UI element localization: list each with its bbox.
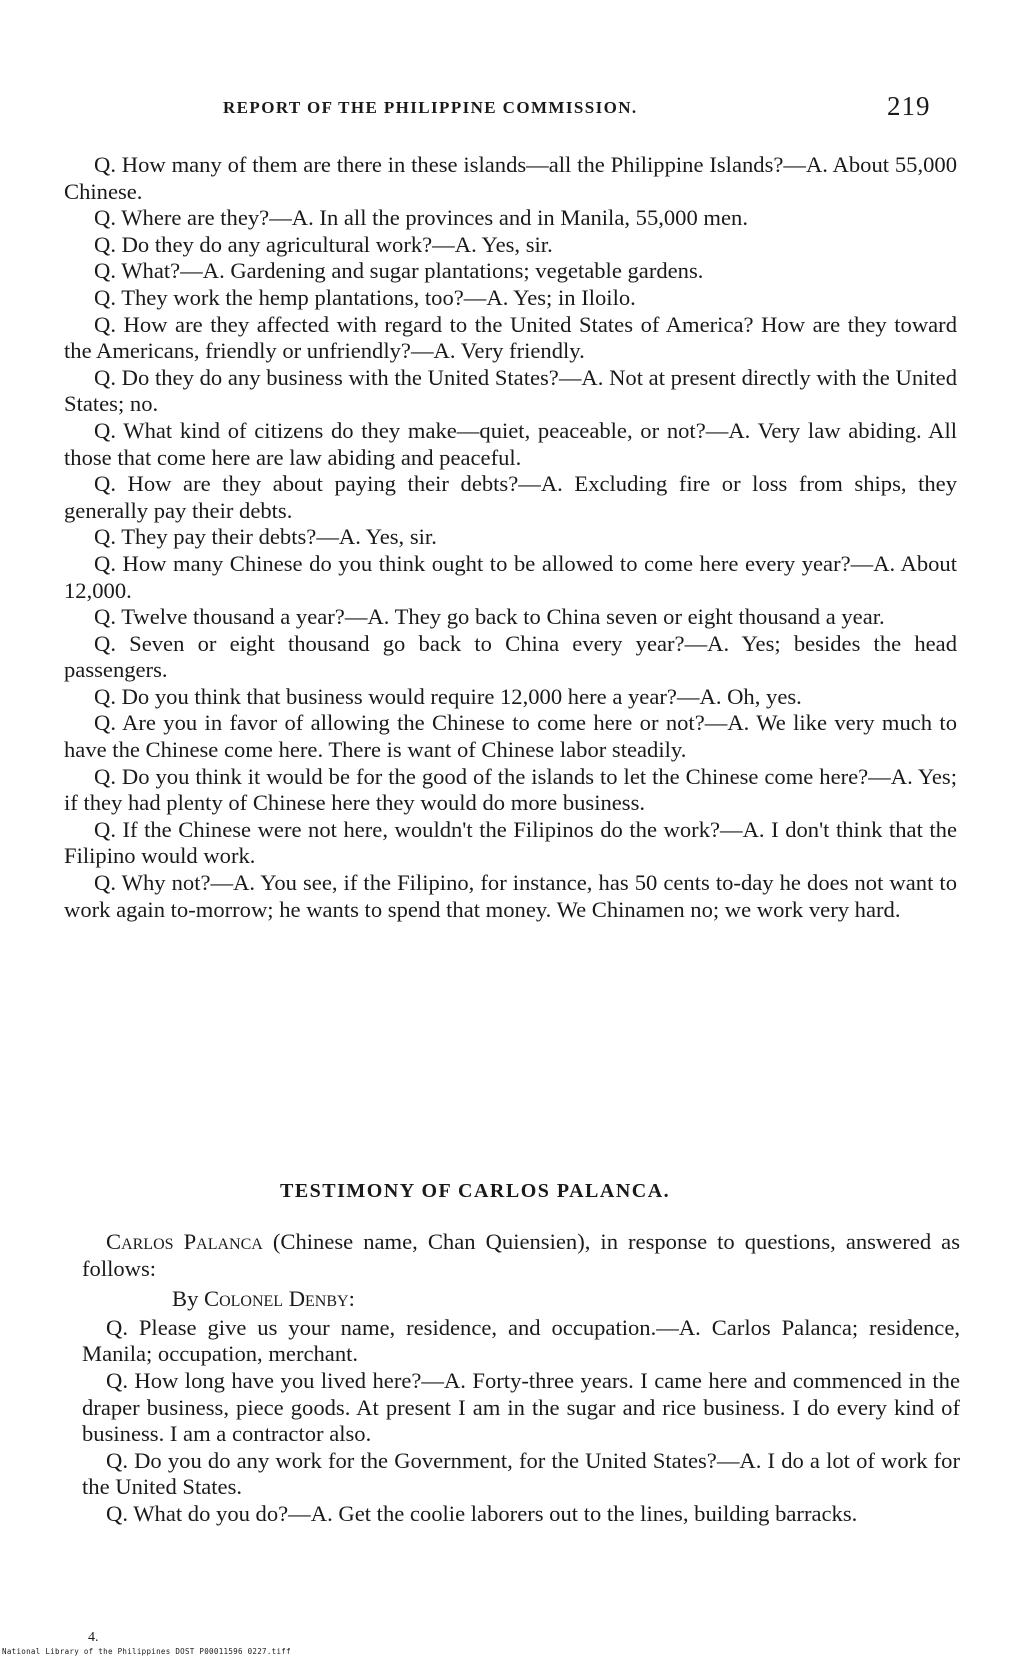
qa-paragraph: Q. Why not?—A. You see, if the Filipino, for instance, has 50 cents to-day he does not want to work again to-morrow; he wants to spend that money. We Chinamen no; we work very hard. xyxy=(64,870,957,922)
qa-paragraph: Q. What kind of citizens do they make—quiet, peaceable, or not?—A. Very law abiding. All those that come here are law abiding and peaceful. xyxy=(64,417,957,470)
scan-footer-line: National Library of the Philippines DOST P00011596 0227.tiff xyxy=(2,1647,291,1656)
qa-paragraph: Q. Do they do any business with the United States?—A. Not at present directly with the United States; no. xyxy=(64,364,957,417)
qa-paragraph: Q. How are they about paying their debts?—A. Excluding fire or loss from ships, they generally pay their debts. xyxy=(64,471,957,523)
page-number: 219 xyxy=(887,91,931,121)
qa-paragraph: Q. How are they affected with regard to the United States of America? How are they toward the Americans, friendly or unfriendly?—A. Very friendly. xyxy=(64,311,957,364)
qa-paragraph: Q. Seven or eight thousand go back to China every year?—A. Yes; besides the head passengers. xyxy=(64,630,957,683)
qa-paragraph: Q. Do you do any work for the Government, for the United States?—A. I do a lot of work for the United States. xyxy=(82,1447,960,1500)
qa-paragraph: Q. How many Chinese do you think ought to be allowed to come here every year?—A. About 12,000. xyxy=(64,550,957,603)
qa-paragraph: Q. How many of them are there in these islands—all the Philippine Islands?—A. About 55,000 Chinese. xyxy=(64,152,957,204)
qa-body xyxy=(64,152,957,923)
qa-paragraph: Q. What?—A. Gardening and sugar plantations; vegetable gardens. xyxy=(94,258,704,284)
section-title: TESTIMONY OF CARLOS PALANCA. xyxy=(280,1180,671,1202)
qa-paragraph: Q. How long have you lived here?—A. Forty-three years. I came here and commenced in the draper business, piece goods. At present I am in the sugar and rice business. I do every kind of business. I am a contractor also. xyxy=(82,1367,960,1447)
qa-paragraph: Q. They pay their debts?—A. Yes, sir. xyxy=(94,524,437,550)
examiner-name: Colonel Denby xyxy=(204,1286,349,1312)
qa-paragraph: Q. Do they do any agricultural work?—A. Yes, sir. xyxy=(94,231,553,257)
witness-name: Carlos Palanca xyxy=(106,1229,263,1254)
intro-text: (Chinese name, Chan Quiensien), in response to questions, answered as follows: xyxy=(82,1229,960,1281)
qa-paragraph: Q. If the Chinese were not here, wouldn't the Filipinos do the work?—A. I don't think that the Filipino would work. xyxy=(64,816,957,869)
qa-paragraph: Q. They work the hemp plantations, too?—A. Yes; in Iloilo. xyxy=(94,284,636,310)
qa-paragraph: Q. Where are they?—A. In all the provinces and in Manila, 55,000 men. xyxy=(94,205,748,231)
qa-paragraph: Q. Are you in favor of allowing the Chinese to come here or not?—A. We like very much to have the Chinese come here. There is want of Chinese labor steadily. xyxy=(64,710,957,763)
examiner-byline xyxy=(82,1286,960,1313)
qa-paragraph: Q. Do you think that business would require 12,000 here a year?—A. Oh, yes. xyxy=(94,683,802,709)
byline-suffix: : xyxy=(348,1286,355,1312)
byline-prefix: By xyxy=(172,1286,205,1312)
testimony-body xyxy=(82,1229,960,1528)
qa-paragraph: Q. Twelve thousand a year?—A. They go back to China seven or eight thousand a year. xyxy=(94,604,885,630)
qa-paragraph: Q. Please give us your name, residence, and occupation.—A. Carlos Palanca; residence, Manila; occupation, merchant. xyxy=(82,1314,960,1367)
footer-mark: 4. xyxy=(88,1630,99,1645)
qa-paragraph: Q. Do you think it would be for the good of the islands to let the Chinese come here?—A. Yes; if they had plenty of Chinese here they would do more business. xyxy=(64,763,957,816)
qa-paragraph: Q. What do you do?—A. Get the coolie laborers out to the lines, building barracks. xyxy=(106,1500,858,1526)
testimony-intro xyxy=(82,1229,960,1282)
running-head: REPORT OF THE PHILIPPINE COMMISSION. xyxy=(223,98,638,117)
